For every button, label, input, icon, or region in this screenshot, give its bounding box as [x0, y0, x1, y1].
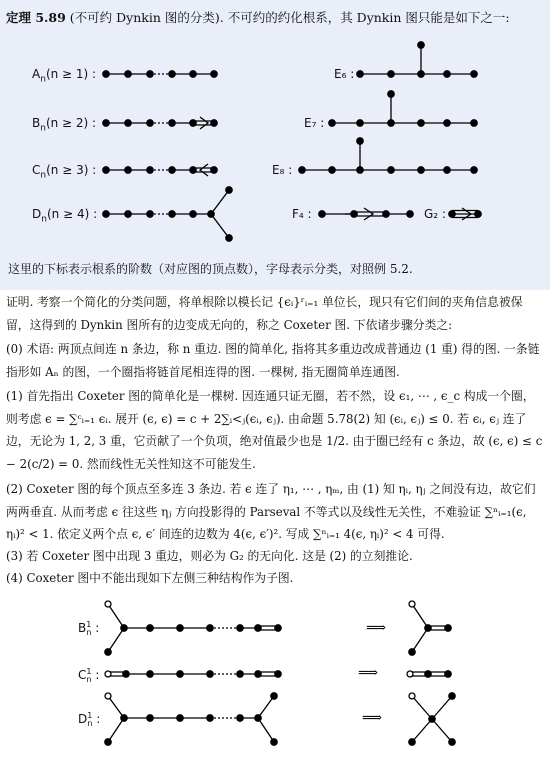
diagram-Dn1: [105, 693, 277, 745]
theorem-title: (不可约 Dynkin 图的分类).: [69, 10, 224, 25]
proof-paragraph-5: (3) 若 Coxeter 图中出现 3 重边，则必为 G₂ 的无向化. 这是 (2) 的立刻推论.: [6, 549, 413, 563]
theorem-label: 定理 5.89: [6, 10, 66, 25]
label-Bn1: $B^1_n$ :: [78, 620, 100, 638]
theorem-statement: 不可约的约化根系，其 Dynkin 图只能是如下之一:: [227, 10, 510, 25]
proof-paragraph-3: (1) 首先指出 Coxeter 图的简单化是一棵树. 因连通只证无圈，若不然，设 ϵ₁, ⋯ , ϵ_c 构成一个圈，则考虑 ϵ = ∑ᶜᵢ₌₁ ϵᵢ. 展开 (ϵ, ϵ) = c + 2∑ᵢ<ⱼ(ϵᵢ, ϵⱼ). 由命题 5.78(2) 知 (ϵᵢ, ϵⱼ) ≤ 0. 若 ϵᵢ, ϵⱼ 连了边，无论为 1, 2, 3 重，它贡献了一个负项，绝对值最少也是 1/2. 由于圈已经有 c 条边，故 (ϵ, ϵ) ≤ c − 2(c/2) = 0. 然而线性无关性知这不可能发生.: [6, 389, 543, 471]
label-Dn: $D_n(n \ge 4)$ :: [32, 207, 98, 225]
label-Cn1: $C^1_n$ :: [78, 667, 100, 685]
proof-paragraph-4: (2) Coxeter 图的每个顶点至多连 3 条边. 若 ϵ 连了 η₁, ⋯ , ηₘ, 由 (1) 知 ηᵢ, ηⱼ 之间没有边，故它们两两垂直. 从而考虑 ϵ 往这些 ηⱼ 方向投影得的 Parseval 不等式以及线性无关性，不难验证 ∑ⁿᵢ₌₁(ϵ, ηᵢ)² < 1. 依定义两个点 ϵ, ϵ′ 间连的边数为 4(ϵ, ϵ′)². 写成 ∑ⁿᵢ₌₁ 4(ϵ, ηᵢ)² < 4 可得.: [6, 482, 536, 541]
label-G2: G₂ :: [424, 207, 446, 221]
label-Bn: $B_n(n \ge 2)$ :: [32, 116, 97, 134]
diagram-Cn1: [105, 671, 281, 677]
diagram-Cn1-reduced: [407, 671, 451, 677]
label-Dn1: $D^1_n$ :: [78, 711, 101, 729]
implies-arrow-1: ⟹: [366, 620, 387, 636]
proof-paragraph-6: (4) Coxeter 图中不能出现如下左侧三种结构作为子图.: [6, 571, 294, 585]
label-F4: F₄ :: [292, 207, 312, 221]
implies-arrow-2: ⟹: [358, 665, 379, 681]
label-Cn: $C_n(n \ge 3)$ :: [32, 163, 97, 181]
label-E6: E₆ :: [334, 67, 355, 81]
diagram-Bn1-reduced: [409, 601, 451, 655]
label-E8: E₈ :: [272, 163, 293, 177]
label-An: $A_n(n \ge 1)$ :: [32, 67, 97, 85]
theorem-footnote: 这里的下标表示根系的阶数（对应图的顶点数），字母表示分类，对照例 5.2.: [8, 262, 413, 276]
diagram-Dn1-reduced: [409, 693, 455, 745]
implies-arrow-3: ⟹: [362, 710, 383, 726]
label-E7: E₇ :: [304, 116, 325, 130]
proof-paragraph-2: (0) 术语: 两顶点间连 n 条边，称 n 重边. 图的简单化, 指将其多重边改成普通边 (1 重) 得的图. 一条链指形如 Aₙ 的图，一个圈指将链首尾相连得的图. 一棵树, 指无圈简单连通图.: [6, 342, 540, 379]
diagram-Bn1: [105, 601, 281, 655]
proof-paragraph-1: 证明. 考察一个简化的分类问题，将单根除以模长记 {ϵᵢ}ʳᵢ₌₁ 单位长，现只有它们间的夹角信息被保留，这得到的 Dynkin 图所有的边变成无向的，称之 Coxeter 图. 下依诸步骤分类之:: [6, 295, 523, 332]
